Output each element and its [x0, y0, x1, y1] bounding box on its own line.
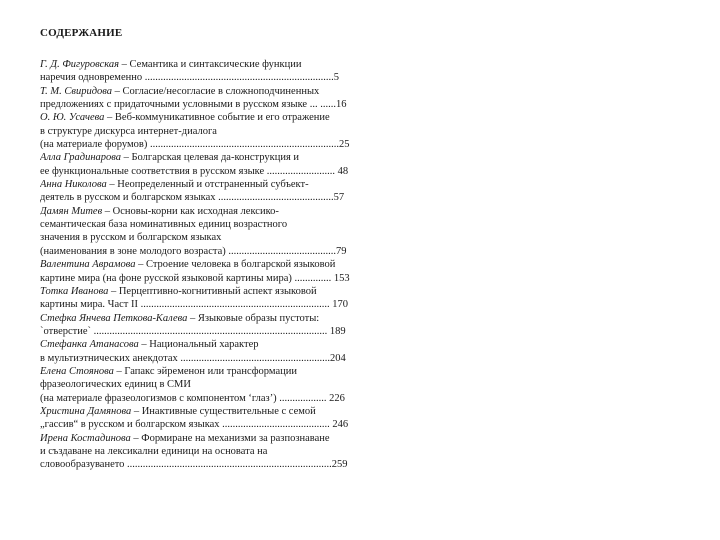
toc-entry-text: – Согласие/несогласие в сложноподчиненных: [112, 85, 320, 97]
toc-entry-text: словообразуването ..............................................................................259: [40, 459, 348, 471]
toc-entry: [40, 205, 404, 258]
toc-entry-line: [40, 178, 404, 191]
toc-entry: [40, 432, 404, 472]
toc-entry-line: [40, 151, 404, 164]
toc-entry-line: [40, 71, 404, 84]
toc-entry-line: [40, 245, 404, 258]
toc-entry-text: предложениях с придаточными условными в русском языке ... ......16: [40, 99, 347, 111]
toc-entry-line: [40, 165, 404, 178]
toc-entry-text: – Национальный характер: [138, 339, 259, 351]
toc-entry-line: [40, 392, 404, 405]
toc-entry-line: [40, 365, 404, 378]
toc-entry: [40, 58, 404, 85]
toc-entry-author: Дамян Митев: [40, 205, 103, 217]
toc-entry-line: [40, 191, 404, 204]
toc-entry: [40, 405, 404, 432]
toc-entry-line: [40, 272, 404, 285]
page-heading: СОДЕРЖАНИЕ: [40, 27, 123, 39]
toc-entry: [40, 365, 404, 405]
toc-entry-author: Алла Градинарова: [40, 152, 122, 164]
toc-entry-line: [40, 432, 404, 445]
toc-entry: [40, 85, 404, 112]
toc-entry-text: семантическая база номинативных единиц возрастного: [40, 219, 288, 231]
toc-entry-text: деятель в русском и болгарском языках ............................................57: [40, 192, 345, 204]
toc-entry-text: – Основы-корни как исходная лексико-: [102, 205, 279, 217]
toc-entry-author: Стефка Янчева Петкова-Калева: [40, 312, 188, 324]
toc-entry-author: О. Ю. Усачева: [40, 112, 105, 124]
toc-entry-line: [40, 258, 404, 271]
toc-entry-line: [40, 85, 404, 98]
toc-entry-text: „гассив“ в русском и болгарском языках ......................................... 246: [40, 419, 349, 431]
toc-entry-author: Анна Николова: [40, 179, 107, 191]
toc-entry: [40, 312, 404, 339]
toc-entry-author: Елена Стоянова: [40, 365, 114, 377]
toc-entry: [40, 258, 404, 285]
toc-entry-text: в структуре дискурса интернет-диалога: [40, 125, 217, 137]
toc-entry-line: [40, 58, 404, 71]
toc-entry-line: [40, 125, 404, 138]
toc-entry-text: – Формиране на механизми за разпознаване: [130, 432, 330, 444]
toc-entry-text: – Неопределенный и отстраненный субъект-: [106, 179, 309, 191]
toc-entry: [40, 151, 404, 178]
toc-entry-line: [40, 298, 404, 311]
toc-entry-text: – Языковые образы пустоты:: [187, 312, 320, 324]
toc-entry-author: Валентина Аврамова: [40, 259, 136, 271]
toc-entry-text: – Инактивные существительные с семой: [131, 405, 316, 417]
toc-entry-text: `отверстие` ......................................................................................... 189: [40, 325, 346, 337]
toc-entry-line: [40, 445, 404, 458]
toc-entry-text: – Веб-коммуникативное событие и его отражение: [104, 112, 330, 124]
toc-entry-text: (на материале фразеологизмов с компонентом ‘глаз’) .................. 226: [40, 392, 345, 404]
toc-entry-line: [40, 231, 404, 244]
toc-entry-text: – Семантика и синтаксические функции: [119, 59, 302, 70]
toc-entry-line: [40, 405, 404, 418]
toc-entry-text: (наименования в зоне молодого возраста) .........................................79: [40, 245, 347, 257]
toc-entry-line: [40, 458, 404, 471]
toc-entry-text: ее функциональные соответствия в русском языке .......................... 48: [40, 165, 349, 177]
toc-entry-author: Тотка Иванова: [40, 285, 109, 297]
toc-entry-line: [40, 111, 404, 124]
toc-entry-line: [40, 138, 404, 151]
toc-entry: [40, 285, 404, 312]
table-of-contents: [40, 58, 404, 472]
toc-entry-line: [40, 98, 404, 111]
toc-entry-author: Г. Д. Фигуровская: [40, 59, 120, 70]
toc-entry-text: картины мира. Част II ........................................................................ 170: [40, 299, 348, 311]
toc-entry-line: [40, 378, 404, 391]
toc-entry-text: – Строение человека в болгарской языковой: [135, 259, 336, 271]
toc-entry-text: в мультиэтнических анекдотах .........................................................204: [40, 352, 346, 364]
toc-entry-author: Стефанка Атанасова: [40, 339, 139, 351]
toc-entry-line: [40, 218, 404, 231]
toc-entry-author: Христина Дамянова: [40, 405, 132, 417]
toc-entry-text: – Гапакс эйременон или трансформации: [113, 365, 297, 377]
toc-entry-author: Т. М. Свиридова: [40, 85, 113, 97]
toc-entry-text: картине мира (на фоне русской языковой картины мира) .............. 153: [40, 272, 350, 284]
toc-entry: [40, 111, 404, 151]
toc-entry-text: (на материале форумов) ........................................................................25: [40, 139, 350, 151]
toc-entry-line: [40, 325, 404, 338]
toc-entry-text: и създаване на лексикални единици на основата на: [40, 445, 268, 457]
toc-entry-line: [40, 418, 404, 431]
toc-entry-author: Ирена Костадинова: [40, 432, 131, 444]
toc-entry-line: [40, 285, 404, 298]
toc-entry: [40, 178, 404, 205]
toc-entry-line: [40, 205, 404, 218]
toc-entry-line: [40, 352, 404, 365]
toc-entry-text: – Перцептивно-когнитивный аспект языковой: [108, 285, 317, 297]
toc-entry-text: наречия одновременно ........................................................................5: [40, 72, 339, 84]
toc-entry-text: – Болгарская целевая да-конструкция и: [121, 152, 300, 164]
toc-entry-text: значения в русском и болгарском языках: [40, 232, 222, 244]
toc-entry-line: [40, 312, 404, 325]
toc-entry: [40, 338, 404, 365]
toc-entry-line: [40, 338, 404, 351]
toc-entry-text: фразеологических единиц в СМИ: [40, 379, 191, 391]
